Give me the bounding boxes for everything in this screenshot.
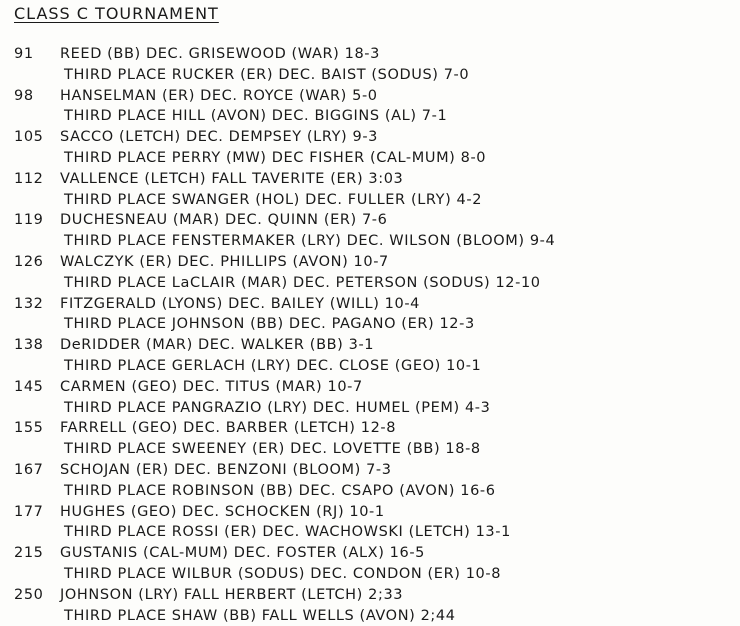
- third-place-text: THIRD PLACE ROSSI (ER) DEC. WACHOWSKI (LETCH) 13-1: [64, 524, 511, 541]
- third-place-row: [0, 564, 740, 585]
- weight-label: 250: [14, 586, 44, 603]
- final-bout-row: [0, 335, 740, 356]
- final-bout-text: HUGHES (GEO) DEC. SCHOCKEN (RJ) 10-1: [60, 503, 385, 520]
- weight-label: 145: [14, 378, 44, 395]
- third-place-row: [0, 439, 740, 460]
- final-bout-text: FITZGERALD (LYONS) DEC. BAILEY (WILL) 10-4: [60, 295, 420, 312]
- weight-class-block: [0, 418, 740, 460]
- weight-label: 177: [14, 503, 44, 520]
- final-bout-text: FARRELL (GEO) DEC. BARBER (LETCH) 12-8: [60, 420, 397, 437]
- weight-class-block: [0, 585, 740, 626]
- third-place-text: THIRD PLACE SWANGER (HOL) DEC. FULLER (LRY) 4-2: [64, 191, 483, 208]
- weight-class-block: [0, 210, 740, 252]
- third-place-text: THIRD PLACE SHAW (BB) FALL WELLS (AVON) 2;44: [64, 607, 456, 624]
- third-place-text: THIRD PLACE HILL (AVON) DEC. BIGGINS (AL) 7-1: [64, 108, 448, 125]
- final-bout-text: DeRIDDER (MAR) DEC. WALKER (BB) 3-1: [60, 337, 375, 354]
- final-bout-row: [0, 294, 740, 315]
- final-bout-row: [0, 460, 740, 481]
- third-place-text: THIRD PLACE GERLACH (LRY) DEC. CLOSE (GEO) 10-1: [64, 357, 482, 374]
- third-place-row: [0, 606, 740, 626]
- third-place-text: THIRD PLACE LaCLAIR (MAR) DEC. PETERSON (SODUS) 12-10: [64, 274, 541, 291]
- final-bout-text: WALCZYK (ER) DEC. PHILLIPS (AVON) 10-7: [60, 253, 389, 270]
- final-bout-row: [0, 252, 740, 273]
- third-place-row: [0, 190, 740, 211]
- page-title: CLASS C TOURNAMENT: [14, 4, 219, 23]
- third-place-row: [0, 398, 740, 419]
- weight-class-block: [0, 294, 740, 336]
- weight-label: 98: [14, 87, 34, 104]
- weight-label: 91: [14, 46, 34, 62]
- weight-class-block: [0, 252, 740, 294]
- third-place-text: THIRD PLACE ROBINSON (BB) DEC. CSAPO (AVON) 16-6: [64, 482, 496, 499]
- results-list: [0, 44, 740, 626]
- weight-class-block: [0, 460, 740, 502]
- weight-label: 132: [14, 295, 44, 312]
- third-place-text: THIRD PLACE PANGRAZIO (LRY) DEC. HUMEL (PEM) 4-3: [64, 399, 491, 416]
- final-bout-row: [0, 585, 740, 606]
- weight-label: 112: [14, 170, 44, 187]
- third-place-row: [0, 481, 740, 502]
- weight-class-block: [0, 169, 740, 211]
- final-bout-text: SACCO (LETCH) DEC. DEMPSEY (LRY) 9-3: [60, 129, 378, 146]
- third-place-text: THIRD PLACE FENSTERMAKER (LRY) DEC. WILSON (BLOOM) 9-4: [64, 233, 556, 250]
- third-place-row: [0, 231, 740, 252]
- final-bout-text: REED (BB) DEC. GRISEWOOD (WAR) 18-3: [60, 46, 380, 62]
- final-bout-text: JOHNSON (LRY) FALL HERBERT (LETCH) 2;33: [60, 586, 404, 603]
- final-bout-row: [0, 44, 740, 65]
- final-bout-row: [0, 169, 740, 190]
- weight-label: 119: [14, 212, 44, 229]
- weight-label: 138: [14, 337, 44, 354]
- weight-class-block: [0, 543, 740, 585]
- weight-label: 105: [14, 129, 44, 146]
- final-bout-row: [0, 543, 740, 564]
- final-bout-row: [0, 502, 740, 523]
- weight-class-block: [0, 335, 740, 377]
- weight-class-block: [0, 127, 740, 169]
- weight-label: 215: [14, 545, 44, 562]
- final-bout-text: GUSTANIS (CAL-MUM) DEC. FOSTER (ALX) 16-5: [60, 545, 425, 562]
- final-bout-row: [0, 86, 740, 107]
- third-place-row: [0, 314, 740, 335]
- third-place-text: THIRD PLACE PERRY (MW) DEC FISHER (CAL-MUM) 8-0: [64, 149, 487, 166]
- third-place-row: [0, 106, 740, 127]
- final-bout-text: CARMEN (GEO) DEC. TITUS (MAR) 10-7: [60, 378, 363, 395]
- final-bout-text: VALLENCE (LETCH) FALL TAVERITE (ER) 3:03: [60, 170, 404, 187]
- weight-class-block: [0, 377, 740, 419]
- final-bout-row: [0, 418, 740, 439]
- third-place-row: [0, 65, 740, 86]
- final-bout-row: [0, 210, 740, 231]
- final-bout-text: SCHOJAN (ER) DEC. BENZONI (BLOOM) 7-3: [60, 461, 392, 478]
- final-bout-text: HANSELMAN (ER) DEC. ROYCE (WAR) 5-0: [60, 87, 378, 104]
- third-place-row: [0, 522, 740, 543]
- third-place-text: THIRD PLACE WILBUR (SODUS) DEC. CONDON (ER) 10-8: [64, 565, 502, 582]
- third-place-text: THIRD PLACE RUCKER (ER) DEC. BAIST (SODUS) 7-0: [64, 66, 470, 83]
- third-place-text: THIRD PLACE SWEENEY (ER) DEC. LOVETTE (BB) 18-8: [64, 441, 481, 458]
- weight-label: 126: [14, 253, 44, 270]
- weight-class-block: [0, 44, 740, 86]
- weight-label: 155: [14, 420, 44, 437]
- final-bout-text: DUCHESNEAU (MAR) DEC. QUINN (ER) 7-6: [60, 212, 388, 229]
- third-place-row: [0, 273, 740, 294]
- third-place-row: [0, 148, 740, 169]
- third-place-text: THIRD PLACE JOHNSON (BB) DEC. PAGANO (ER) 12-3: [64, 316, 475, 333]
- final-bout-row: [0, 127, 740, 148]
- weight-class-block: [0, 502, 740, 544]
- weight-label: 167: [14, 461, 44, 478]
- final-bout-row: [0, 377, 740, 398]
- third-place-row: [0, 356, 740, 377]
- weight-class-block: [0, 86, 740, 128]
